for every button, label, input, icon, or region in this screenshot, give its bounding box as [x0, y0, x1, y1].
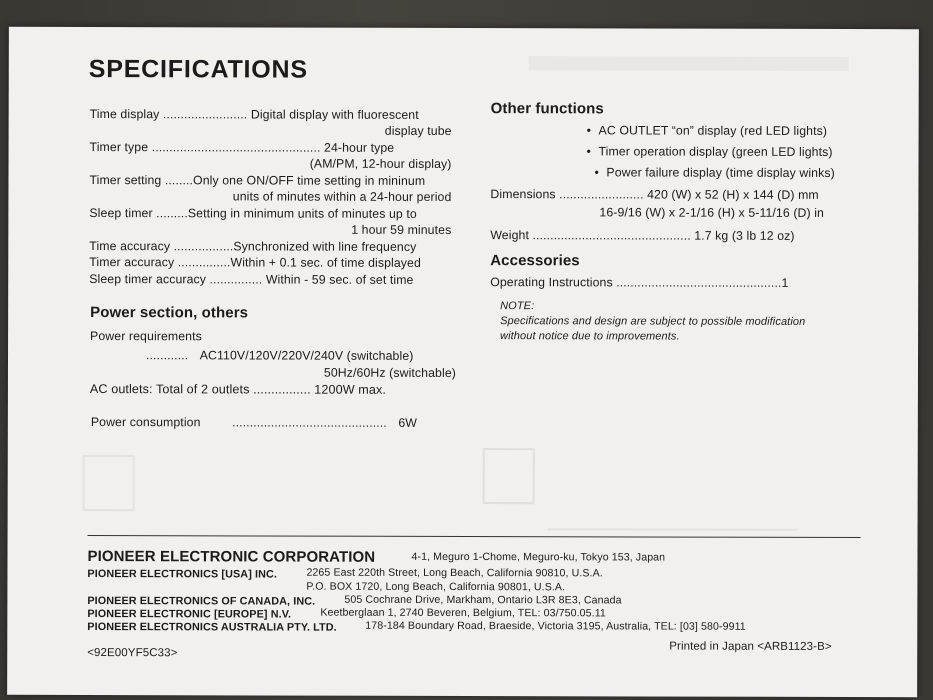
spec-value: Digital display with fluorescent: [250, 107, 419, 122]
show-through-line: [548, 498, 798, 531]
spec-label: Timer setting ........: [89, 173, 194, 188]
spec-time-accuracy: [89, 239, 416, 254]
show-through-box: [83, 455, 135, 511]
spec-continuation: display tube: [384, 123, 452, 138]
dimensions-metric: Dimensions ........................ 420 (W) x 52 (H) x 144 (D) mm: [490, 187, 819, 202]
footer-divider: [88, 535, 861, 538]
note-label: NOTE:: [500, 300, 535, 313]
power-consumption-value: 6W: [398, 415, 418, 430]
bullet: •: [586, 123, 592, 138]
australia-name: PIONEER ELECTRONICS AUSTRALIA PTY. LTD.: [87, 621, 337, 634]
spec-label: Time accuracy .................: [89, 239, 234, 254]
corp-address: 4-1, Meguro 1-Chome, Meguro-ku, Tokyo 153, Japan: [411, 550, 666, 564]
spec-label: Timer type ................................................: [89, 140, 321, 155]
other-function-text: AC OUTLET “on” display (red LED lights): [598, 123, 828, 138]
other-function-item: [587, 123, 827, 138]
spec-sleep-timer-accuracy: [89, 272, 413, 287]
spec-continuation: (AM/PM, 12-hour display): [309, 156, 452, 171]
spec-label: Time display ........................: [89, 107, 251, 122]
spec-value: Within + 0.1 sec. of time displayed: [230, 255, 421, 270]
europe-address: Keetberglaan 1, 2740 Beveren, Belgium, TEL: 03/750.05.11: [320, 606, 606, 620]
show-through-shading: [529, 56, 849, 71]
power-frequency: 50Hz/60Hz (switchable): [323, 365, 456, 380]
spec-timer-accuracy: [89, 255, 421, 270]
spec-value: Only one ON/OFF time setting in mininum: [193, 173, 426, 188]
spec-sleep-timer: [89, 206, 416, 221]
ac-outlets: AC outlets: Total of 2 outlets ................ 1200W max.: [89, 382, 387, 397]
accessories-heading: Accessories: [490, 252, 580, 270]
printed-in: Printed in Japan <ARB1123-B>: [669, 640, 832, 653]
spec-timer-type: [90, 140, 395, 155]
leader-dots: ............................................: [232, 415, 387, 430]
power-consumption-label: Power consumption: [90, 415, 201, 430]
spec-value: 24-hour type: [320, 140, 395, 155]
weight: Weight ............................................. 1.7 kg (3 lb 12 oz): [490, 228, 795, 243]
other-functions-heading: Other functions: [490, 100, 604, 118]
usa-address-2: P.O. BOX 1720, Long Beach, California 90801, U.S.A.: [306, 580, 566, 594]
other-function-text: Timer operation display (green LED lights): [598, 144, 833, 159]
spec-label: Sleep timer .........: [89, 206, 188, 221]
other-function-item: [594, 165, 834, 180]
bullet: •: [586, 144, 591, 159]
note-line: without notice due to improvements.: [500, 330, 680, 343]
specification-sheet: [7, 27, 919, 697]
spec-timer-setting: [89, 173, 425, 188]
dimensions-imperial: 16-9/16 (W) x 2-1/16 (H) x 5-11/16 (D) in: [599, 205, 825, 220]
power-requirements-value: AC110V/120V/220V/240V (switchable): [199, 348, 414, 363]
power-heading: Power section, others: [90, 304, 249, 322]
spec-value: Setting in minimum units of minutes up to: [187, 206, 417, 221]
corp-name: PIONEER ELECTRONIC CORPORATION: [87, 548, 376, 566]
spec-value: Synchronized with line frequency: [233, 239, 417, 254]
other-function-item: [587, 144, 833, 159]
usa-address: 2265 East 220th Street, Long Beach, California 90810, U.S.A.: [306, 566, 603, 580]
spec-continuation: units of minutes within a 24-hour period: [232, 189, 452, 204]
usa-name: PIONEER ELECTRONICS [USA] INC.: [87, 568, 278, 581]
spec-label: Timer accuracy ...............: [89, 255, 231, 270]
note-line: Specifications and design are subject to possible modification: [500, 315, 806, 328]
document-code: <92E00YF5C33>: [87, 647, 178, 660]
page-title: SPECIFICATIONS: [88, 55, 308, 84]
canada-name: PIONEER ELECTRONICS OF CANADA, INC.: [87, 595, 316, 608]
leader-dots: ............: [145, 348, 189, 363]
bullet: •: [594, 165, 599, 180]
spec-label: Sleep timer accuracy ...............: [89, 272, 263, 287]
canada-address: 505 Cochrane Drive, Markham, Ontario L3R 8E3, Canada: [344, 593, 622, 607]
spec-time-display: [90, 107, 419, 122]
power-consumption-row: [91, 415, 417, 430]
show-through-box: [483, 448, 535, 504]
power-requirements-row: [146, 348, 413, 363]
spec-value: Within - 59 sec. of set time: [262, 272, 414, 287]
europe-name: PIONEER ELECTRONIC [EUROPE] N.V.: [87, 608, 292, 621]
accessories-item: Operating Instructions ...............................................1: [490, 275, 789, 290]
australia-address: 178-184 Boundary Road, Braeside, Victoria 3195, Australia, TEL: [03] 580-9911: [365, 619, 746, 633]
spec-continuation: 1 hour 59 minutes: [351, 222, 452, 237]
other-function-text: Power failure display (time display winks): [606, 165, 835, 180]
power-requirements-label: Power requirements: [90, 329, 202, 344]
